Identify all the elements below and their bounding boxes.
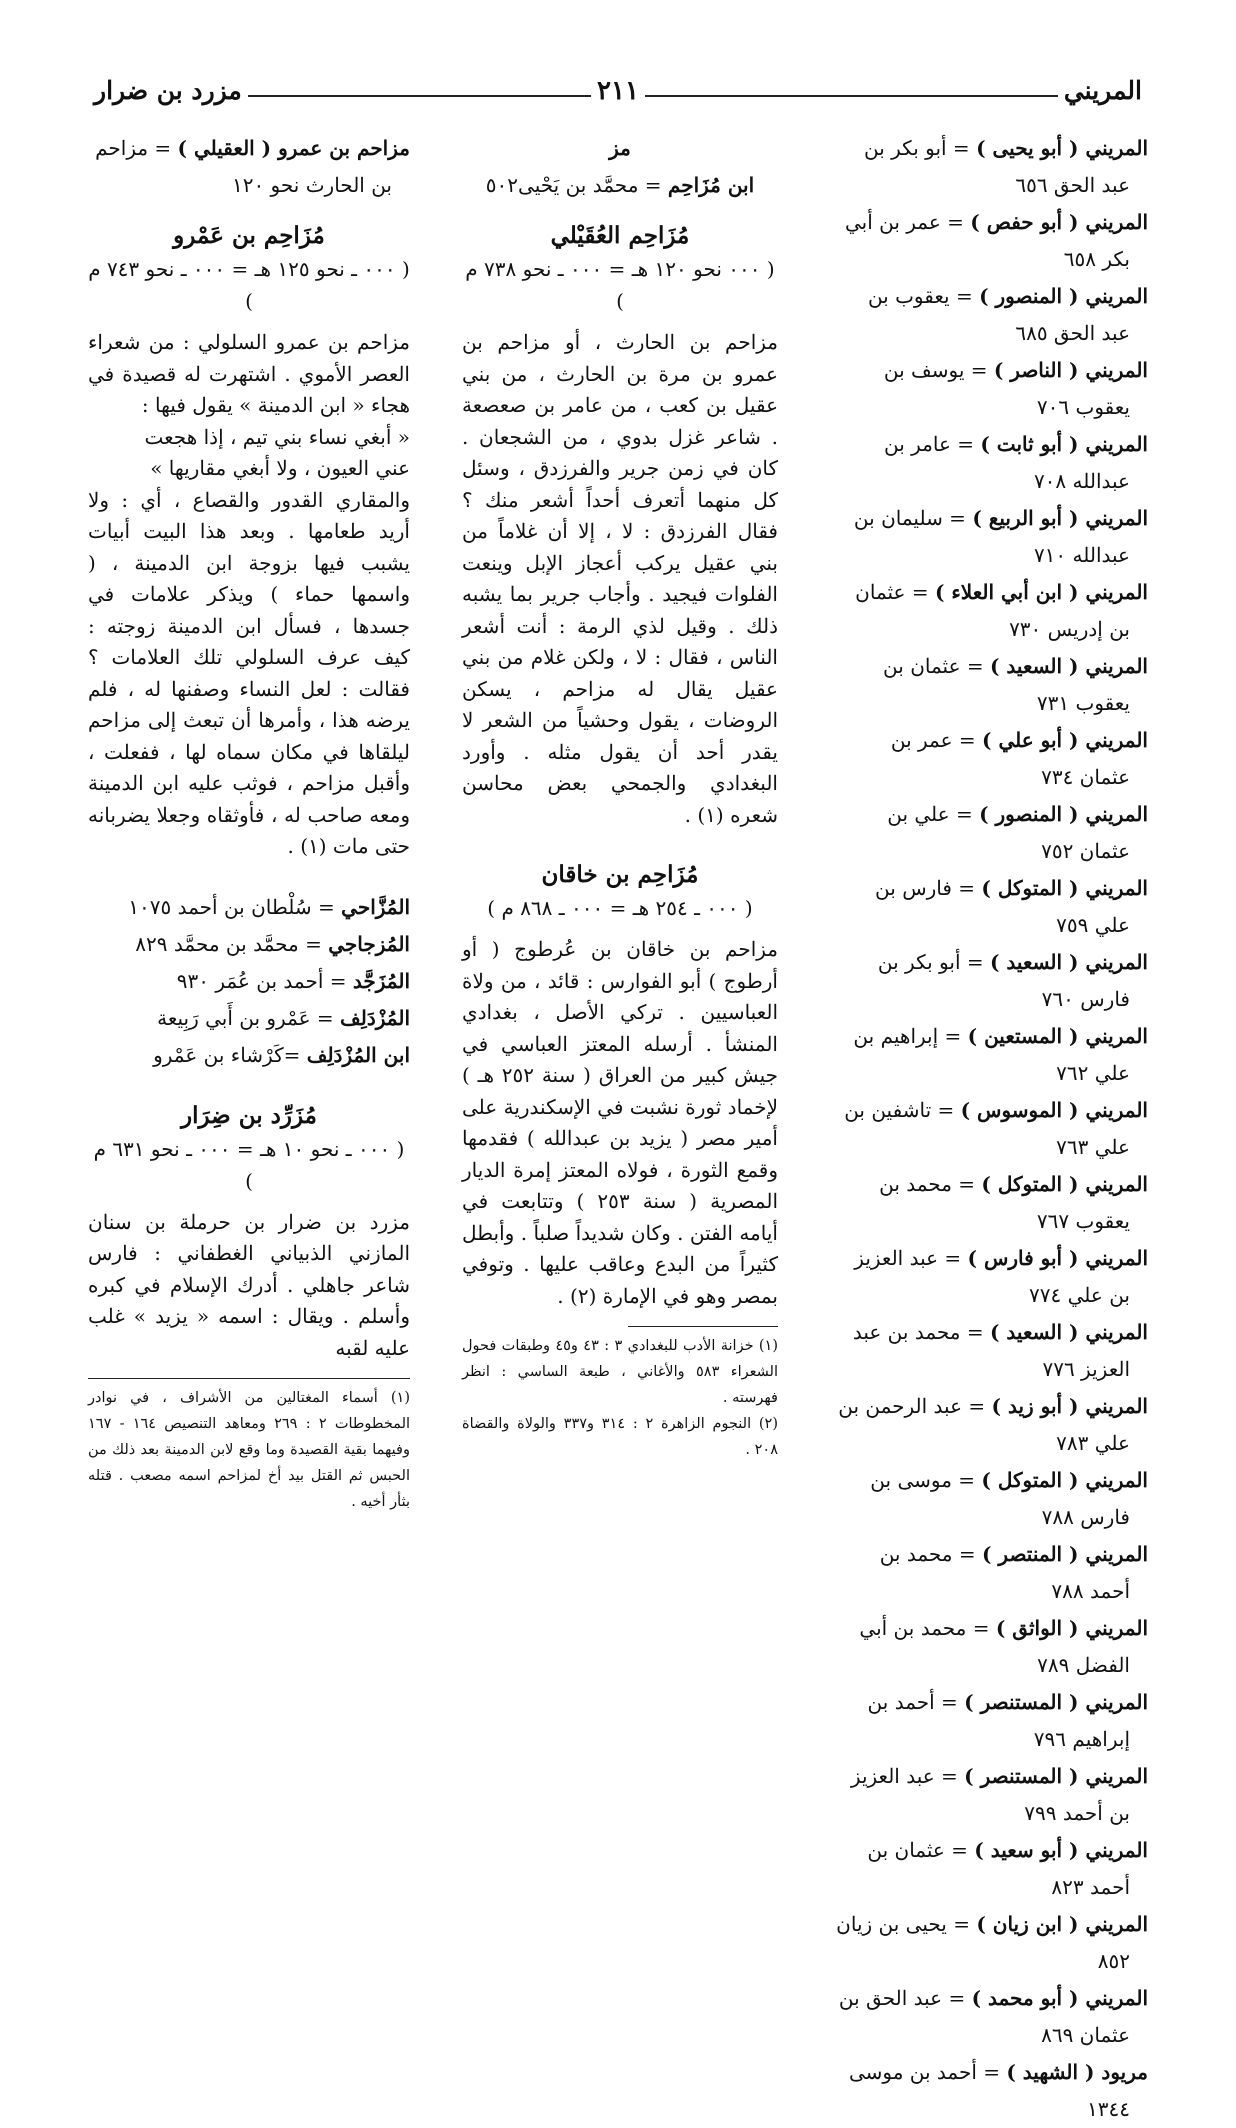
entry-title: مُزَاحِم العُقَيْلي <box>550 222 690 249</box>
entry-ref: = عمر بن أبي بكر ٦٥٨ <box>844 210 1130 271</box>
index-entry <box>835 1906 1148 1980</box>
entry-title: مُزَرِّد بن ضِرَار <box>180 1101 317 1129</box>
cross-reference <box>462 167 778 204</box>
cross-reference <box>88 889 410 926</box>
entry-body: مزرد بن ضرار بن حرملة بن سنان المازني الذبياني الغطفاني : فارس شاعر جاهلي . أدرك الإسلام في كبره وأسلم . ويقال : اسمه « يزيد » غلب عليه لقبه <box>88 1209 410 1360</box>
index-entry <box>835 1684 1148 1758</box>
entry-dates: ( ٠٠٠ نحو ١٢٠ هـ = ٠٠٠ ـ نحو ٧٣٨ م ) <box>465 257 775 313</box>
entry-ref: = محمد بن أبي الفضل ٧٨٩ <box>859 1616 1130 1677</box>
entry-ref: = أبو بكر بن فارس ٧٦٠ <box>877 950 1130 1011</box>
entry-ref: = عمر بن عثمان ٧٣٤ <box>890 728 1130 789</box>
index-entry <box>835 1092 1148 1166</box>
left-column <box>88 130 410 1515</box>
index-entry <box>835 1462 1148 1536</box>
cross-reference <box>88 130 410 204</box>
xref-name: المُزجاجي <box>328 931 410 956</box>
entry-name: المريني ( المتوكل ) <box>981 876 1148 900</box>
entry-ref: = عثمان بن أحمد ٨٢٣ <box>867 1838 1130 1899</box>
header-right-title: المريني <box>1058 76 1148 105</box>
entry-ref: = عبد العزيز بن أحمد ٧٩٩ <box>850 1764 1130 1825</box>
index-entry <box>835 352 1148 426</box>
xref-ref: =كَرْشاء بن عَمْرو <box>153 1042 301 1067</box>
entry-dates: ( ٠٠٠ ـ نحو ١٠ هـ = ٠٠٠ ـ نحو ٦٣١ م ) <box>93 1136 405 1193</box>
xref-ref: = محمَّد بن محمَّد ٨٢٩ <box>135 931 322 956</box>
verse-line: « أبغي نساء بني تيم ، إذا هجعت <box>144 424 410 449</box>
xref-ref: = مزاحم بن الحارث نحو ١٢٠ <box>95 136 392 197</box>
right-column <box>835 130 1148 2128</box>
xref-name: ابن المُزْدَلِف <box>306 1042 410 1067</box>
entry-name: المريني ( المتوكل ) <box>981 1172 1148 1196</box>
footnote: (٢) النجوم الزاهرة ٢ : ٣١٤ و٣٣٧ والولاة والقضاة ٢٠٨ . <box>462 1416 778 1458</box>
entry-ref: = عبد الحق بن عثمان ٨٦٩ <box>838 1986 1130 2047</box>
xref-ref: = محمَّد بن يَحْيى٥٠٢ <box>485 173 662 197</box>
entry-ref: = علي بن عثمان ٧٥٢ <box>887 802 1130 863</box>
entry-ref: = محمد بن عبد العزيز ٧٧٦ <box>852 1320 1130 1381</box>
index-entry <box>835 870 1148 944</box>
entry-dates: ( ٠٠٠ ـ نحو ١٢٥ هـ = ٠٠٠ ـ نحو ٧٤٣ م ) <box>88 257 410 313</box>
xref-name: مزاحم بن عمرو ( العقيلي ) <box>177 136 410 160</box>
footnote: (١) خزانة الأدب للبغدادي ٣ : ٤٣ و٤٥ وطبقات فحول الشعراء ٥٨٣ والأغاني ، طبعة الساسي : انظر فهرسته . <box>462 1338 779 1406</box>
entry-name: المريني ( أبو حفص ) <box>970 210 1148 234</box>
middle-column <box>462 130 778 1463</box>
entry-name: المريني ( أبو يحيى ) <box>976 136 1148 160</box>
verse-line: عني العيون ، ولا أبغي مقاريها » <box>150 456 410 480</box>
index-entry <box>835 426 1148 500</box>
entry-name: المريني ( أبو الربيع ) <box>972 506 1148 530</box>
entry-ref: = عثمان بن يعقوب ٧٣١ <box>883 654 1130 715</box>
entry-body: مزاحم بن خاقان بن عُرطوج ( أو أرطوج ) أبو الفوارس : قائد ، من ولاة العباسيين . تركي الأصل ، بغدادي المنشأ . أرسله المعتز العباسي في جيش كبير من العراق ( سنة ٢٥٢ هـ ) لإخماد ثورة نشبت في الإسكندرية على أمير مصر ( يزيد بن عبدالله ) فقدمها وقمع الثورة ، فولاه المعتز إمرة الديار المصرية ( سنة ٢٥٣ ) وتتابعت في أيامه الفتن . وكان شديداً صلباً . وأبطل كثيراً من البدع وعاقب عليها . وتوفي بمصر وهو في الإمارة (٢) . <box>462 937 778 1308</box>
entry-name: المريني ( المتوكل ) <box>981 1468 1148 1492</box>
entry-ref: = عثمان بن إدريس ٧٣٠ <box>855 580 1130 641</box>
footnote-rule <box>628 1326 778 1327</box>
entry-name: المريني ( أبو علي ) <box>982 728 1148 752</box>
entry-name: المريني ( السعيد ) <box>989 950 1148 974</box>
entry-name: المريني ( المنصور ) <box>979 802 1148 826</box>
index-entry <box>835 500 1148 574</box>
index-entry <box>835 574 1148 648</box>
page-number: ٢١١ <box>591 76 645 106</box>
index-entry <box>835 1018 1148 1092</box>
entry-ref: = عامر بن عبدالله ٧٠٨ <box>883 432 1130 493</box>
footnote-rule <box>88 1378 410 1379</box>
index-entry <box>835 944 1148 1018</box>
entry-body: مزاحم بن الحارث ، أو مزاحم بن عمرو بن مرة بن الحارث ، من بني عقيل بن كعب ، من عامر بن صعصعة . شاعر غزل بدوي ، من الشجعان . كان في زمن جرير والفرزدق ، وسئل كل منهما أتعرف أحداً أشعر منك ؟ فقال الفرزدق : لا ، إلا أن غلاماً من بني عقيل يركب أعجاز الإبل وينعت الفلوات فيجيد . وأجاب جرير بما يشبه ذلك . وقيل لذي الرمة : أنت أشعر الناس ، فقال : لا ، ولكن غلام من بني عقيل يقال له مزاحم ، يسكن الروضات ، يقول وحشياً من الشعر لا يقدر أحد أن يقول مثله . وأورد البغدادي والجمحي بعض محاسن شعره (١) . <box>462 330 778 827</box>
index-entry <box>835 130 1148 204</box>
index-entry <box>835 2054 1148 2128</box>
entry-name: المريني ( المستعين ) <box>967 1024 1148 1048</box>
entry-body: مزاحم بن عمرو السلولي : من شعراء العصر الأموي . اشتهرت له قصيدة في هجاء « ابن الدمينة » يقول فيها : <box>88 330 410 417</box>
index-entry <box>835 1240 1148 1314</box>
entry-name: المريني ( أبو زيد ) <box>991 1394 1148 1418</box>
entry-name: المريني ( الناصر ) <box>993 358 1148 382</box>
entry-ref: = أحمد بن موسى ١٣٤٤ <box>848 2060 1130 2121</box>
entry-ref: = يعقوب بن عبد الحق ٦٨٥ <box>867 284 1130 345</box>
index-entry <box>835 796 1148 870</box>
xref-ref: = عَمْرو بن أَبي رَبِيعة <box>157 1005 334 1030</box>
entry-name: المريني ( أبو سعيد ) <box>974 1838 1148 1862</box>
entry-ref: = عبد العزيز بن علي ٧٧٤ <box>854 1246 1130 1307</box>
spacer <box>88 863 410 889</box>
entry-name: المريني ( ابن أبي العلاء ) <box>934 580 1148 604</box>
entry-name: المريني ( المستنصر ) <box>964 1764 1148 1788</box>
entry-ref: = فارس بن علي ٧٥٩ <box>875 876 1130 937</box>
xref-ref: = سُلْطان بن أحمد ١٠٧٥ <box>128 894 335 919</box>
index-entry <box>835 1980 1148 2054</box>
footnote: (١) أسماء المغتالين من الأشراف ، في نوادر المخطوطات ٢ : ٢٦٩ ومعاهد التنصيص ١٦٤ - ١٦٧ وفيهما بقية القصيدة وما وقع لابن الدمينة بعد ذلك من الحبس ثم القتل بيد أخ لمزاحم اسمه مصعب . قتله بثأر أخيه . <box>88 1390 411 1510</box>
entry-ref: = سليمان بن عبدالله ٧١٠ <box>853 506 1130 567</box>
entry-name: المريني ( السعيد ) <box>989 1320 1148 1344</box>
index-entry <box>835 1536 1148 1610</box>
index-entry <box>835 648 1148 722</box>
entry-name: مريود ( الشهيد ) <box>1006 2060 1148 2084</box>
index-entry <box>835 204 1148 278</box>
entry-title: مُزَاحِم بن عَمْرو <box>173 222 325 249</box>
index-entry <box>835 1832 1148 1906</box>
entry-name: المريني ( أبو فارس ) <box>967 1246 1148 1270</box>
entry-dates: ( ٠٠٠ ـ ٢٥٤ هـ = ٠٠٠ ـ ٨٦٨ م ) <box>487 896 753 920</box>
entry-name: المريني ( المنتصر ) <box>982 1542 1148 1566</box>
section-letters: مز <box>609 136 631 160</box>
index-entry <box>835 278 1148 352</box>
xref-ref: = أحمد بن عُمَر ٩٣٠ <box>176 968 347 993</box>
entry-name: المريني ( الموسوس ) <box>960 1098 1148 1122</box>
entry-name: المريني ( السعيد ) <box>989 654 1148 678</box>
index-entry <box>835 1388 1148 1462</box>
entry-ref: = إبراهيم بن علي ٧٦٢ <box>853 1024 1130 1085</box>
entry-title: مُزَاحِم بن خاقان <box>541 861 699 888</box>
index-entry <box>835 1314 1148 1388</box>
entry-name: المريني ( المستنصر ) <box>964 1690 1148 1714</box>
entry-ref: = عبد الرحمن بن علي ٧٨٣ <box>838 1394 1130 1455</box>
index-entry <box>835 1166 1148 1240</box>
entry-ref: = يوسف بن يعقوب ٧٠٦ <box>883 358 1130 419</box>
entry-ref: = أحمد بن إبراهيم ٧٩٦ <box>867 1690 1130 1751</box>
cross-reference <box>88 926 410 963</box>
entry-ref: = محمد بن يعقوب ٧٦٧ <box>879 1172 1130 1233</box>
running-header <box>88 76 1148 110</box>
xref-name: المُزْدَلِف <box>340 1005 410 1030</box>
header-left-title: مزرد بن ضرار <box>88 76 248 105</box>
entry-name: المريني ( أبو ثابت ) <box>980 432 1148 456</box>
entry-name: المريني ( الواثق ) <box>995 1616 1148 1640</box>
index-entry <box>835 722 1148 796</box>
entry-name: المريني ( أبو محمد ) <box>971 1986 1148 2010</box>
xref-name: المُزَّاحي <box>341 894 410 919</box>
cross-reference <box>88 963 410 1000</box>
entry-ref: = يحيى بن زيان ٨٥٢ <box>836 1912 1130 1973</box>
entry-body: والمقاري القدور والقصاع ، أي : ولا أريد طعامها . وبعد هذا البيت أبيات يشبب فيها بزوجة ابن الدمينة ، ( واسمها حماء ) ويذكر علامات في جسدها ، فسأل ابن الدمينة زوجته : كيف عرف السلولي تلك العلامات ؟ فقالت : لعل النساء وصفنها له ، فلم يرضه هذا ، وأمرها أن تبعث إلى مزاحم ليلقاها في مكان سماه لها ، ففعلت ، وأقبل مزاحم ، فوثب عليه ابن الدمينة ومعه صاحب له ، فأوثقاه وجعلا يضربانه حتى مات (١) . <box>88 487 410 858</box>
index-entry <box>835 1758 1148 1832</box>
cross-reference <box>88 1000 410 1037</box>
entry-name: المريني ( ابن زيان ) <box>976 1912 1148 1936</box>
entry-ref: = أبو بكر بن عبد الحق ٦٥٦ <box>863 136 1130 197</box>
entry-ref: = موسى بن فارس ٧٨٨ <box>870 1468 1130 1529</box>
xref-name: ابن مُزَاحِم <box>667 173 755 197</box>
entry-name: المريني ( المنصور ) <box>979 284 1148 308</box>
xref-name: المُزَجَّد <box>352 968 410 993</box>
entry-ref: = تاشفين بن علي ٧٦٣ <box>844 1098 1130 1159</box>
index-entry <box>835 1610 1148 1684</box>
cross-reference <box>88 1037 410 1074</box>
entry-ref: = محمد بن أحمد ٧٨٨ <box>879 1542 1130 1603</box>
